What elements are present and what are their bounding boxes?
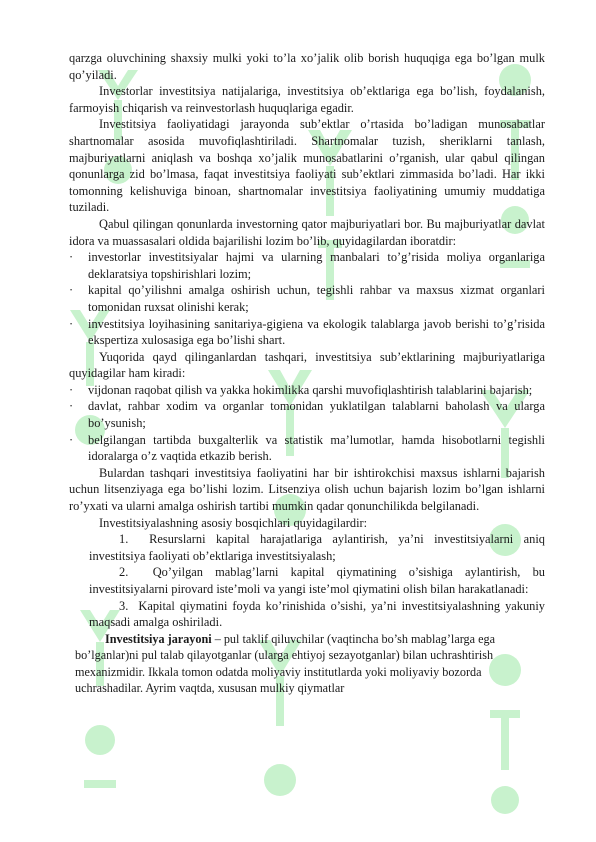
bullet-list-obligations: [69, 249, 545, 349]
list-item: 1. Resurslarni kapital harajatlariga aylantirish, ya’ni investitsiyalarni aniq investitsiya faoliyati ob’ektlariga investitsiyalash;: [89, 532, 545, 563]
bullet-icon: ·: [69, 250, 74, 265]
bullet-list-subject-obligations: [69, 382, 545, 465]
paragraph-investitsiya-jarayoni: [69, 631, 545, 697]
list-item: · belgilangan tartibda buxgalterlik va statistik ma’lumotlar, hamda hisobotlarni tegishli idoralarga o’z vaqtida etkazib berish.: [69, 432, 545, 464]
bullet-icon: ·: [69, 382, 74, 397]
term-investitsiya-jarayoni: Investitsiya jarayoni: [105, 631, 212, 646]
bullet-icon: ·: [69, 283, 74, 298]
list-item: 2. Qo’yilgan mablag’larni kapital qiymatining o’sishiga aylantirish, bu investitsiyalarni pirovard iste’moli va yangi iste’mol qiymatini olish bilan harakatlanadi:: [89, 565, 545, 596]
numbered-list-stages: [69, 531, 545, 631]
definition-text: – pul taklif qiluvchilar (vaqtincha bo’sh mablag’larga ega bo’lganlar)ni pul talab qilayotganlar (ularga ehtiyoj sezayotganlar) bilan uchrashtirish mexanizmidir. Ikkala tomon odatda moliyaviy institutlarda yoki moliyaviy bozorda uchrashadilar. Ayrim vaqtda, xususan mulkiy qiymatlar: [75, 631, 496, 695]
paragraph-investorlar: Investorlar investitsiya natijalariga, investitsiya ob’ektlariga ega bo’lish, foydalanish, farmoyish chiqarish va reinvestorlash huquqlariga egadir.: [69, 84, 545, 115]
paragraph-majburiyatlar: Qabul qilingan qonunlarda investorning qator majburiyatlari bor. Bu majburiyatlar davlat idora va muassasalari oldida bajarilishi lozim bo’lib, quyidagilardan iboratdir:: [69, 216, 545, 248]
paragraph-yuqorida: Yuqorida qayd qilinganlardan tashqari, investitsiya sub’ektlarining majburiyatlariga quyidagilar ham kiradi:: [69, 349, 545, 381]
list-item: · investitsiya loyihasining sanitariya-gigiena va ekologik talablarga javob berishi to’g’risida ekspertiza xulosasiga ega bo’lishi shart.: [69, 316, 545, 348]
document-page: [69, 50, 545, 696]
paragraph-bosqichlar-intro: Investitsiyalashning asosiy bosqichlari quyidagilardir:: [99, 515, 368, 530]
bullet-icon: ·: [69, 316, 74, 331]
bullet-icon: ·: [69, 399, 74, 414]
list-item: · kapital qo’yilishni amalga oshirish uchun, tegishli rahbar va maxsus xizmat organlari tomonidan ruxsat olinishi kerak;: [69, 283, 545, 314]
paragraph-shartnomalar: Investitsiya faoliyatidagi jarayonda sub’ektlar o’rtasida bo’ladigan munosabatlar shartnomalar asosida muvofiqlashtiriladi. Shartnomalar tuzish, sheriklarni tanlash, majburiyatlarni aniqlash va boshqa xo’jalik munosabatlarini o’rganish, ular qabul qilingan qonunlarga zid bo’lmasa, faqat investitsiya faoliyati sub’ektlari zimmasida bo’ladi. Har ikki tomonning kelishuviga binoan, shartnomalar investitsiya faoliyatining umumiy muddatiga tuziladi.: [69, 117, 545, 215]
list-item: · vijdonan raqobat qilish va yakka hokimlikka qarshi muvofiqlashtirish talablarini bajarish;: [69, 382, 533, 397]
list-item: · investorlar investitsiyalar hajmi va ularning manbalari to’g’risida moliya organlariga deklaratsiya topshirishlari lozim;: [69, 250, 545, 281]
bullet-icon: ·: [69, 432, 74, 447]
list-item: · davlat, rahbar xodim va organlar tomonidan yuklatilgan talablarni baholash va ularga bo’ysunish;: [69, 399, 545, 431]
paragraph-mulk: qarzga oluvchining shaxsiy mulki yoki to’la xo’jalik olib borish huquqiga ega bo’lgan mulk qo’yiladi.: [69, 51, 545, 82]
paragraph-litsenziya: Bulardan tashqari investitsiya faoliyatini har bir ishtirokchisi maxsus ishlarni bajarish uchun litsenziyaga ega bo’lishi lozim. Litsenziya olish uchun bajarish lozim bo’lgan ishlarni ro’yxati va ularni amalga oshirish tartibi mumkin qadar qonunchilikda belgilanadi.: [69, 465, 545, 514]
list-item: 3. Kapital qiymatini foyda ko’rinishida o’sishi, ya’ni investitsiyalashning yakuniy maqsadi amalga oshiriladi.: [89, 598, 545, 630]
